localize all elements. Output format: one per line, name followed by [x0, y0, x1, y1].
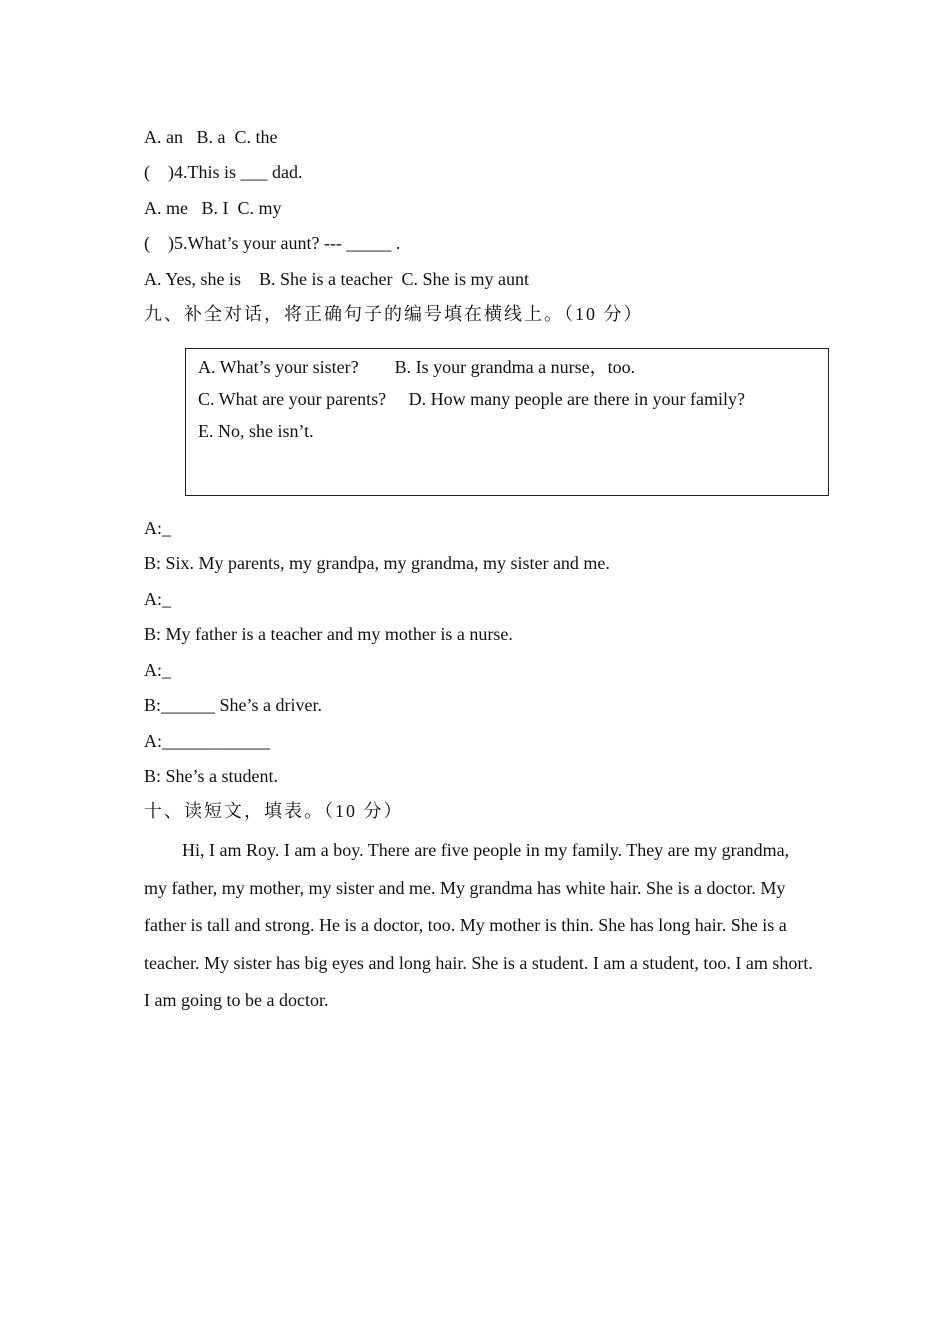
dialogue-line: A:_ — [144, 589, 171, 609]
q3-options: A. an B. a C. the — [144, 127, 278, 147]
box-option-line: A. What’s your sister? B. Is your grandma a nurse，too. — [198, 357, 636, 377]
section-9-heading: 九、补全对话，将正确句子的编号填在横线上。（10 分） — [144, 304, 644, 324]
dialogue-line: A:_ — [144, 660, 171, 680]
dialogue-line: A:_ — [144, 518, 171, 538]
options-box — [185, 348, 829, 496]
q4-options: A. me B. I C. my — [144, 198, 282, 218]
dialogue-line: B: Six. My parents, my grandpa, my grandma, my sister and me. — [144, 553, 610, 573]
q4-question: ( )4.This is ___ dad. — [144, 162, 303, 182]
reading-passage: Hi, I am Roy. I am a boy. There are five people in my family. They are my grandma, my father, my mother, my sister and me. My grandma has white hair. She is a doctor. My father is tall and strong. He is a doctor, too. My mother is thin. She has long hair. She is a teacher. My sister has big eyes and long hair. She is a student. I am a student, too. I am short. I am going to be a doctor. — [144, 840, 813, 1010]
box-option-line: C. What are your parents? D. How many people are there in your family? — [198, 389, 745, 409]
q5-options: A. Yes, she is B. She is a teacher C. She is my aunt — [144, 269, 529, 289]
dialogue-line: A:____________ — [144, 731, 270, 751]
q5-question: ( )5.What’s your aunt? --- _____ . — [144, 233, 401, 253]
dialogue-line: B: She’s a student. — [144, 766, 278, 786]
dialogue-line: B:______ She’s a driver. — [144, 695, 322, 715]
box-option-line: E. No, she isn’t. — [198, 421, 314, 441]
section-10-heading: 十、读短文，填表。（10 分） — [144, 801, 404, 821]
dialogue-line: B: My father is a teacher and my mother is a nurse. — [144, 624, 513, 644]
